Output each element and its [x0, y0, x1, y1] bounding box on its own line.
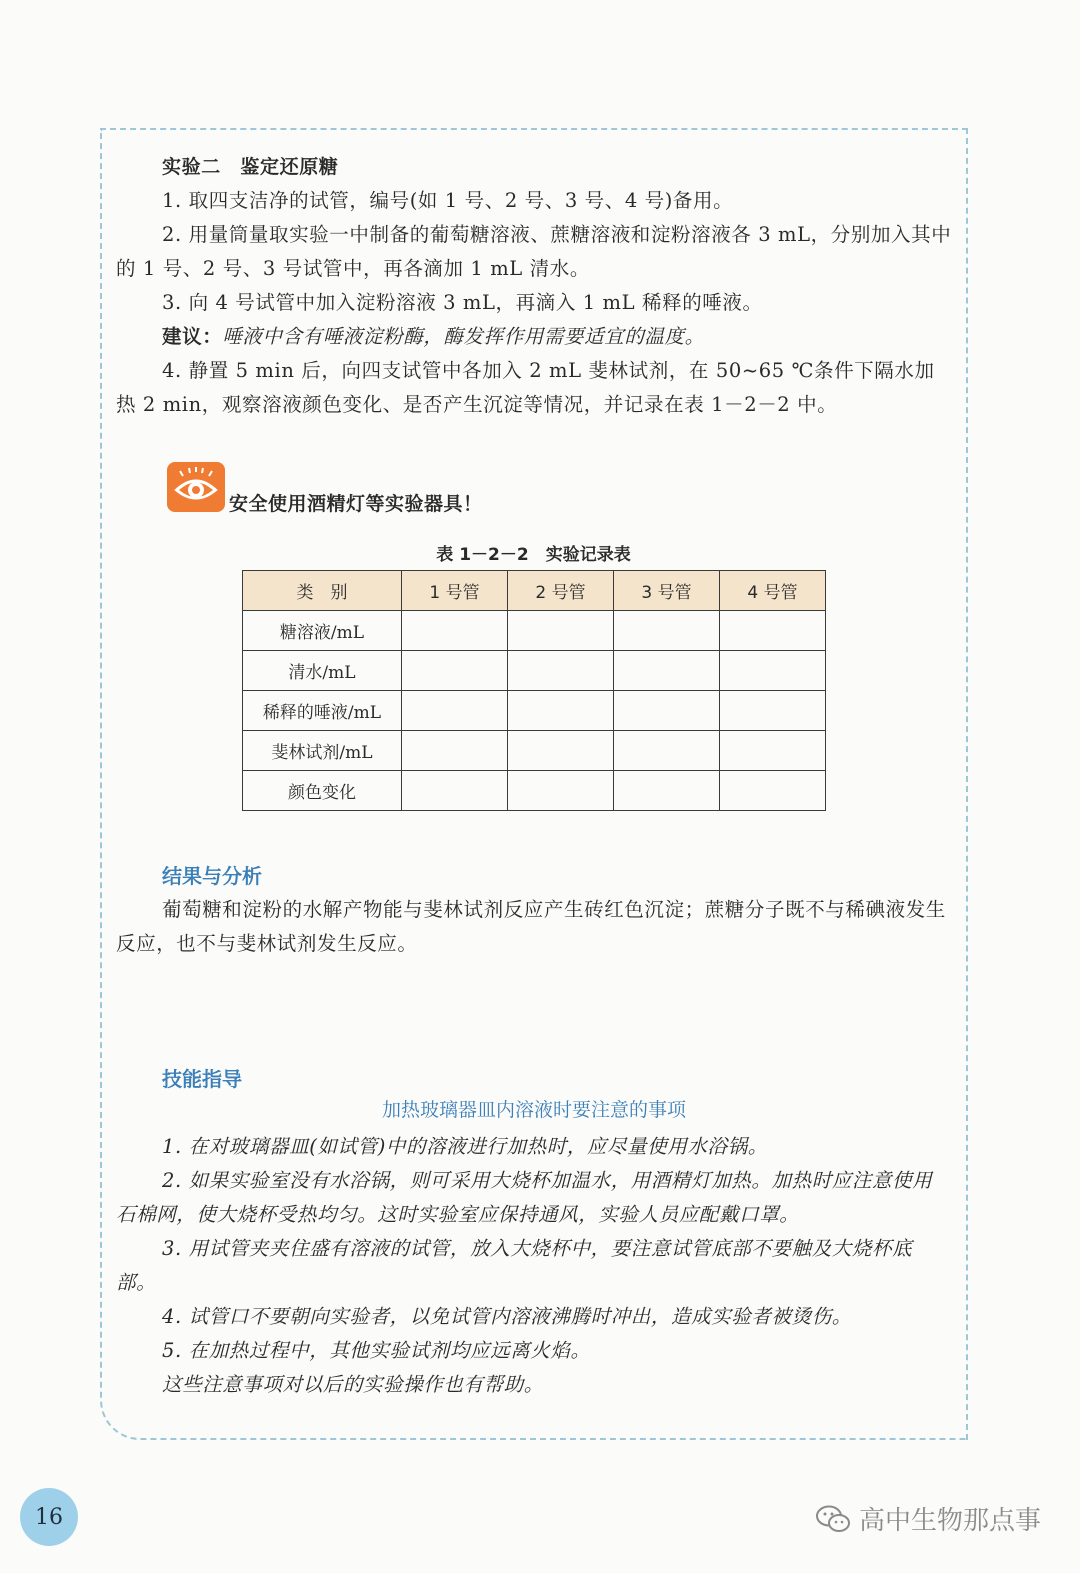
experiment-section: [116, 150, 952, 422]
table-cell: [402, 611, 508, 651]
suggestion: [116, 320, 952, 354]
table-row: [243, 771, 826, 811]
table-header-cell: 3 号管: [614, 571, 720, 611]
table-header-cell: 类 别: [243, 571, 402, 611]
table-cell: [402, 691, 508, 731]
experiment-title: 实验二 鉴定还原糖: [162, 156, 339, 178]
table-row: [243, 731, 826, 771]
table-caption: 表 1－2－2 实验记录表: [436, 545, 631, 565]
table-cell: [614, 691, 720, 731]
row-label: 稀释的唾液/mL: [243, 691, 402, 731]
table-header-cell: 2 号管: [508, 571, 614, 611]
watermark-text: 高中生物那点事: [859, 1506, 1042, 1536]
wechat-icon: [815, 1504, 851, 1534]
skill-item-2: 2. 如果实验室没有水浴锅，则可采用大烧杯加温水，用酒精灯加热。加热时应注意使用石棉网，使大烧杯受热均匀。这时实验室应保持通风，实验人员应配戴口罩。: [116, 1169, 933, 1226]
row-label: 斐林试剂/mL: [243, 731, 402, 771]
watermark: [815, 1500, 1041, 1537]
row-label: 颜色变化: [243, 771, 402, 811]
skill-item-5: 5. 在加热过程中，其他实验试剂均应远离火焰。: [162, 1339, 591, 1362]
results-text: 葡萄糖和淀粉的水解产物能与斐林试剂反应产生砖红色沉淀；蔗糖分子既不与稀碘液发生反应，也不与斐林试剂发生反应。: [116, 898, 946, 955]
results-title: 结果与分析: [162, 864, 262, 888]
table-cell: [402, 731, 508, 771]
skill-item-4: 4. 试管口不要朝向实验者，以免试管内溶液沸腾时冲出，造成实验者被烫伤。: [162, 1305, 852, 1328]
table-cell: [614, 771, 720, 811]
skills-section: [116, 1130, 952, 1402]
table-cell: [508, 691, 614, 731]
table-cell: [508, 731, 614, 771]
table-header-cell: 1 号管: [402, 571, 508, 611]
row-label: 糖溶液/mL: [243, 611, 402, 651]
table-row: [243, 611, 826, 651]
record-table: [242, 570, 826, 811]
table-cell: [720, 691, 826, 731]
results-section: [116, 893, 952, 961]
suggestion-text: 唾液中含有唾液淀粉酶，酶发挥作用需要适宜的温度。: [222, 325, 705, 348]
step-3: 3. 向 4 号试管中加入淀粉溶液 3 mL，再滴入 1 mL 稀释的唾液。: [162, 291, 763, 314]
table-cell: [720, 651, 826, 691]
suggestion-label: 建议：: [162, 325, 223, 348]
row-label: 清水/mL: [243, 651, 402, 691]
table-cell: [508, 611, 614, 651]
skills-subtitle: 加热玻璃器皿内溶液时要注意的事项: [381, 1099, 686, 1121]
safety-notice: 安全使用酒精灯等实验器具！: [229, 493, 483, 515]
page-number: 16: [20, 1488, 78, 1546]
step-2: 2. 用量筒量取实验一中制备的葡萄糖溶液、蔗糖溶液和淀粉溶液各 3 mL，分别加入其中的 1 号、2 号、3 号试管中，再各滴加 1 mL 清水。: [116, 223, 952, 280]
table-header-row: [243, 571, 826, 611]
table-header-cell: 4 号管: [720, 571, 826, 611]
skill-closing: 这些注意事项对以后的实验操作也有帮助。: [162, 1373, 544, 1396]
table-cell: [614, 731, 720, 771]
step-1: 1. 取四支洁净的试管，编号(如 1 号、2 号、3 号、4 号)备用。: [162, 189, 734, 212]
table-row: [243, 651, 826, 691]
table-cell: [720, 611, 826, 651]
skills-title: 技能指导: [162, 1067, 242, 1091]
skill-item-1: 1. 在对玻璃器皿(如试管)中的溶液进行加热时，应尽量使用水浴锅。: [162, 1135, 768, 1158]
table-cell: [720, 771, 826, 811]
table-row: [243, 691, 826, 731]
table-cell: [508, 771, 614, 811]
table-cell: [402, 651, 508, 691]
table-cell: [614, 611, 720, 651]
skill-item-3: 3. 用试管夹夹住盛有溶液的试管，放入大烧杯中，要注意试管底部不要触及大烧杯底部。: [116, 1237, 913, 1294]
table-cell: [720, 731, 826, 771]
eye-icon: [167, 462, 225, 512]
table-cell: [402, 771, 508, 811]
table-cell: [614, 651, 720, 691]
table-cell: [508, 651, 614, 691]
step-4: 4. 静置 5 min 后，向四支试管中各加入 2 mL 斐林试剂，在 50~65 ℃条件下隔水加热 2 min，观察溶液颜色变化、是否产生沉淀等情况，并记录在表 1－2－2 中。: [116, 359, 935, 416]
